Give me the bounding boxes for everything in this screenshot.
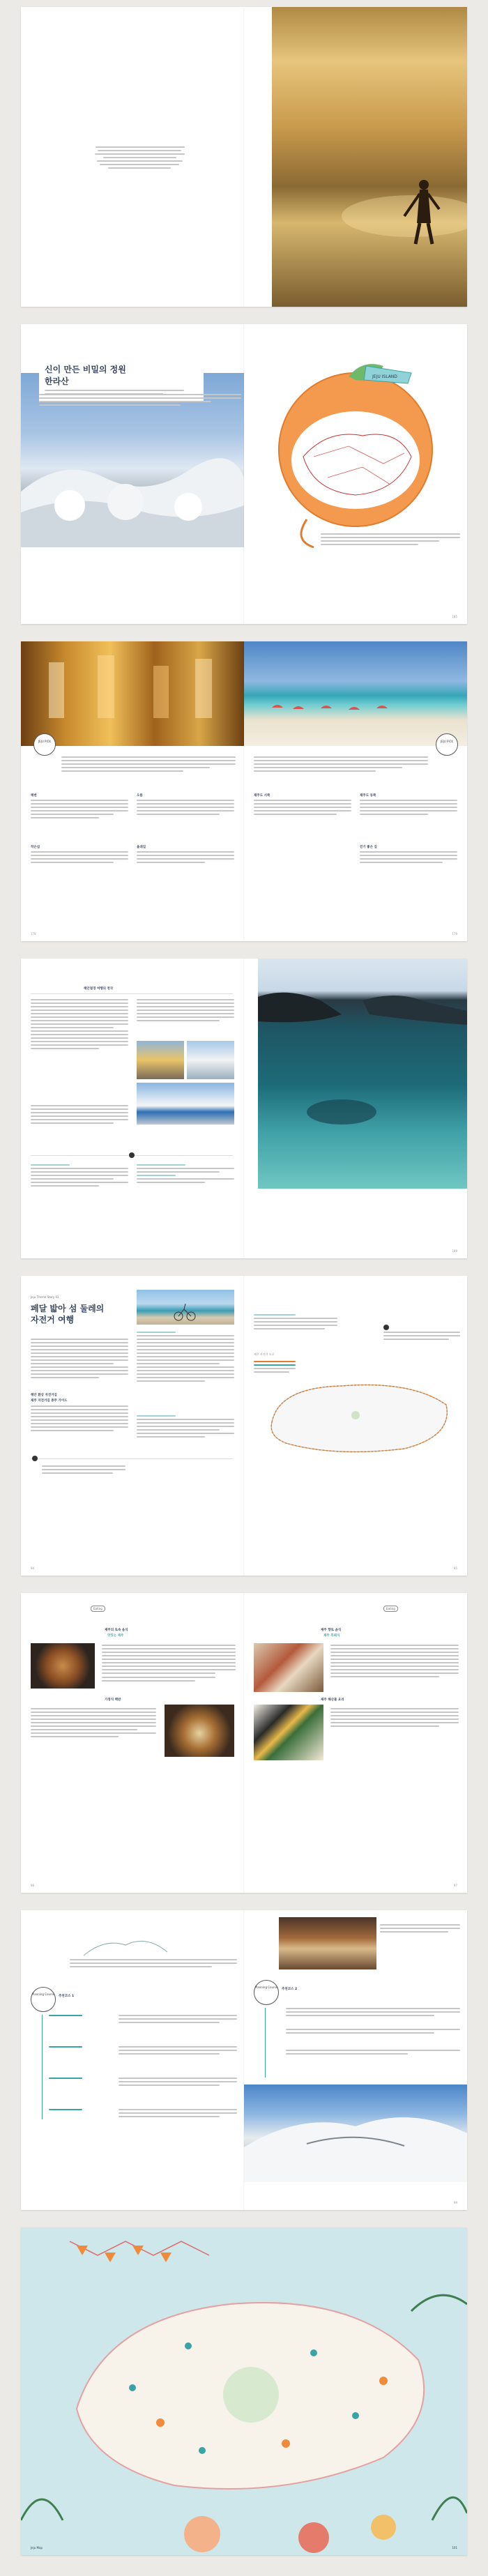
cocktail-photo	[21, 641, 244, 746]
body-text	[254, 1314, 337, 1332]
step-4-text	[119, 2109, 237, 2119]
page-right	[244, 1910, 467, 2210]
page-number: 101	[452, 2546, 457, 2550]
series-label: Jeju Theme Story 01	[31, 1295, 59, 1299]
gutter	[243, 641, 245, 941]
step-1-text	[119, 2015, 237, 2025]
soup-photo	[31, 1643, 95, 1689]
umbrellas	[244, 641, 467, 746]
gutter	[243, 1593, 245, 1893]
section-head-2: 가정식 백반	[105, 1698, 121, 1702]
body-text	[330, 1645, 459, 1679]
box-head: 제주도 동쪽	[360, 794, 376, 798]
page-number: 178	[31, 932, 36, 936]
sidedish-photo	[165, 1705, 234, 1757]
snow-crater-photo	[244, 2085, 467, 2182]
page-left	[21, 1276, 244, 1576]
info-box-walk	[360, 845, 457, 865]
body-text-2	[31, 1708, 156, 1739]
box-head: 오름	[137, 794, 143, 798]
tab-eating: Eating	[383, 1606, 398, 1612]
tab-eating: Eating	[91, 1606, 105, 1612]
intro-text	[87, 146, 192, 171]
intro-text	[380, 1924, 460, 1935]
gutter	[243, 959, 245, 1258]
course-head: 추천코스 2	[282, 1988, 298, 1991]
jeju-bike-map	[251, 1373, 460, 1457]
shop-photo-2	[187, 1041, 234, 1079]
page-left	[21, 959, 244, 1258]
intro-text	[61, 756, 236, 774]
info-box-oreum	[137, 793, 234, 817]
body-text	[31, 1339, 128, 1380]
spread-intro	[21, 7, 467, 307]
page-title: 신이 만든 비밀의 정원	[45, 365, 126, 374]
section-subhead: 맛있는 제주	[107, 1634, 124, 1638]
page-left	[21, 324, 244, 624]
divider-dot	[383, 1325, 389, 1330]
step-2-text	[286, 2029, 460, 2036]
body-text-2	[31, 1405, 128, 1433]
section-head: 제주의 토속 음식	[105, 1629, 128, 1632]
page-number: 179	[452, 932, 457, 936]
map-caption	[321, 533, 460, 547]
page-right	[244, 7, 467, 307]
crater-ridge	[244, 2085, 467, 2182]
tip-text	[42, 1465, 125, 1476]
glasses	[21, 641, 244, 746]
section-head: 제주 향토 음식	[321, 1629, 342, 1632]
info-box-west	[254, 793, 351, 817]
page-number: 94	[31, 1567, 35, 1570]
mountain-sketch	[84, 1931, 167, 1959]
silhouette-figure	[272, 7, 467, 307]
gutter	[243, 7, 245, 307]
body-text	[39, 394, 241, 408]
page-label: Jeju Map	[31, 2546, 43, 2550]
step-2-text	[119, 2046, 237, 2057]
rocks	[258, 959, 467, 1189]
page-left	[21, 1910, 244, 2210]
info-box-east	[360, 793, 457, 817]
spread-eating	[21, 1593, 467, 1893]
spread-hallasan	[21, 324, 467, 624]
map-stamp-label: JEJU ISLAND	[372, 374, 397, 379]
page-number: 99	[453, 2201, 457, 2204]
rocky-coast-photo	[258, 959, 467, 1189]
body-text-3	[137, 1332, 234, 1384]
building-photo	[137, 1083, 234, 1125]
map-legend	[254, 1361, 296, 1375]
box-head: 제주도 서쪽	[254, 794, 270, 798]
box-head: 작은섬	[31, 846, 40, 849]
bicycle-icon	[137, 1290, 234, 1325]
tangerine-map-illustration	[244, 324, 467, 624]
divider-dot	[32, 1456, 38, 1461]
page-right	[244, 1276, 467, 1576]
gutter	[243, 1910, 245, 2210]
tip-right	[137, 1164, 234, 1185]
spread-coast	[21, 959, 467, 1258]
map-label: 제주 자전거 도로	[254, 1352, 275, 1356]
intro-text	[70, 1959, 237, 1969]
body-text	[102, 1645, 236, 1676]
spread-jeju-pick	[21, 641, 467, 941]
step-1-text	[286, 2008, 460, 2018]
page-subtitle: 한라산	[45, 376, 69, 386]
info-text	[102, 1677, 236, 1684]
step-1	[49, 2015, 105, 2018]
page-right	[244, 1593, 467, 1893]
page-right	[244, 324, 467, 624]
body-text-2	[330, 1708, 459, 1729]
page-subtitle: 자전거 여행	[31, 1315, 75, 1325]
section-head: 해안 환상 자전거길	[31, 1394, 57, 1397]
restaurant-table-photo	[254, 1643, 323, 1692]
jeju-pick-badge: JEJU PICK	[436, 733, 458, 756]
body-text-4	[137, 1415, 234, 1440]
sunset-sea-photo	[272, 7, 467, 307]
page-number: 185	[452, 615, 457, 618]
course-head: 추천코스 1	[59, 1995, 75, 1998]
step-3-text	[286, 2050, 460, 2057]
jeju-pick-badge: JEJU PICK	[33, 733, 56, 756]
page-number: 95	[453, 1567, 457, 1570]
info-box-beach	[31, 793, 128, 821]
page-number: 189	[452, 1249, 457, 1253]
spread-planning	[21, 1910, 467, 2210]
step-3	[49, 2078, 105, 2081]
spread-bike	[21, 1276, 467, 1576]
page-right	[244, 959, 467, 1258]
planning-badge: Planning Course	[254, 1980, 279, 2005]
section-head-2: 제주 해산물 요리	[321, 1698, 344, 1702]
section-subhead: 제주 흑돼지	[323, 1634, 340, 1638]
page-left	[21, 641, 244, 941]
page-left	[21, 1593, 244, 1893]
jeju-illustrated-map	[21, 2227, 467, 2555]
body-text-2	[137, 999, 234, 1023]
info-box-olle	[137, 845, 234, 865]
box-head: 걷기 좋은 길	[360, 846, 377, 849]
caption-head: 해안절경 여행의 천국	[84, 987, 114, 991]
divider-dot	[129, 1152, 135, 1158]
beach-photo	[244, 641, 467, 746]
tip-left	[31, 1164, 128, 1189]
timeline	[42, 2015, 43, 2119]
planning-badge: Planning Course	[31, 1987, 56, 2012]
cyclist-photo	[137, 1290, 234, 1325]
interior-photo	[279, 1917, 376, 1969]
page-number: 97	[453, 1884, 457, 1887]
spread-illustrated-map	[21, 2227, 467, 2555]
side-note	[383, 1332, 460, 1342]
info-box-island	[31, 845, 128, 865]
page-right	[244, 641, 467, 941]
timeline	[265, 2008, 266, 2078]
step-2	[49, 2046, 105, 2050]
shop-photo-1	[137, 1041, 184, 1079]
step-3-text	[119, 2078, 237, 2088]
kimbap-photo	[254, 1705, 323, 1760]
page-left	[21, 7, 244, 307]
gutter	[243, 1276, 245, 1576]
box-head: 해변	[31, 794, 37, 798]
gutter	[243, 324, 245, 624]
box-head: 올레길	[137, 846, 146, 849]
page-number: 96	[31, 1884, 35, 1887]
section-subhead: 제주 자전거길 종주 가이드	[31, 1399, 68, 1403]
body-text	[31, 999, 128, 1051]
step-4	[49, 2109, 105, 2112]
body-text-3	[31, 1105, 128, 1126]
page-title: 페달 밟아 섬 둘레의	[31, 1304, 105, 1313]
intro-text	[254, 756, 428, 774]
